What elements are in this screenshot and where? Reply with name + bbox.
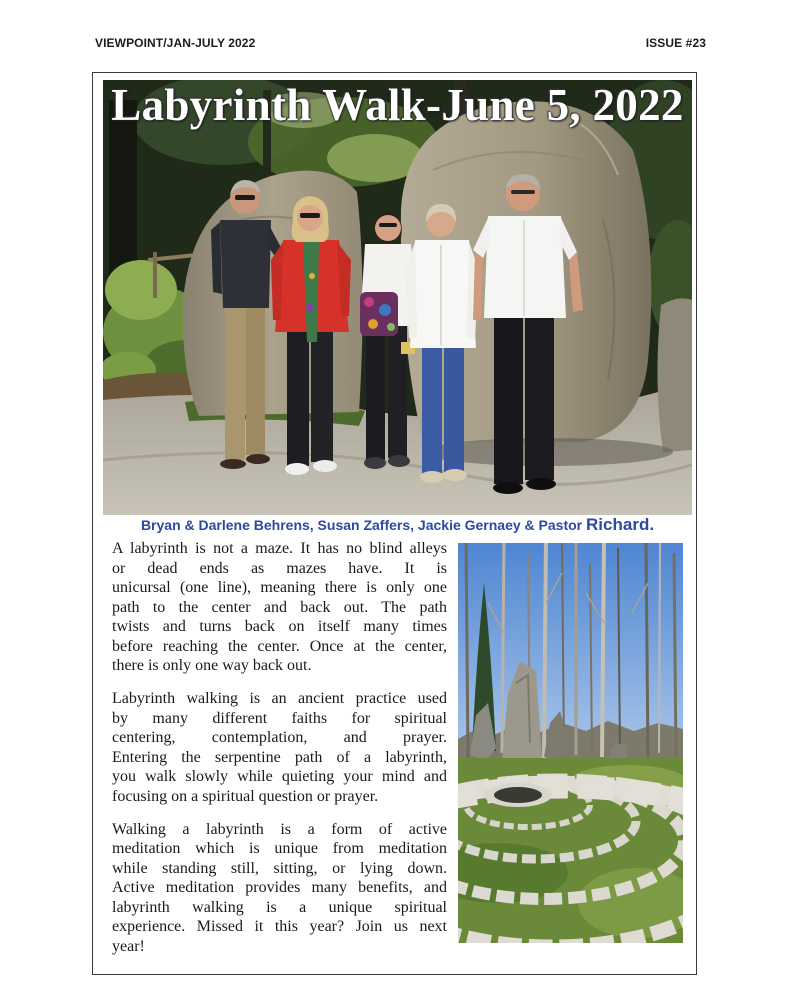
paragraph-line: labyrinth walking is a unique spiritual [112,898,447,916]
publication-header: VIEWPOINT/JAN-JULY 2022 [95,36,256,50]
paragraph-line: A labyrinth is not a maze. It has no blind alleys [112,540,447,557]
group-photo [103,80,692,515]
paragraph-line: unicursal (one line), meaning there is only one [112,579,447,596]
article-paragraph [112,539,447,676]
caption-names: Bryan & Darlene Behrens, Susan Zaffers, Jackie Gernaey & Pastor [140,517,583,533]
paragraph-line: Walking a labyrinth is a form of active [112,820,447,838]
article-paragraph [112,689,447,806]
paragraph-line: you walk slowly while quieting your mind and [112,768,447,785]
paragraph-line: path to the center and back out. The path [112,598,447,616]
paragraph-line: by many different faiths for spiritual [112,709,447,727]
article-paragraph [112,820,447,957]
paragraph-line: before reaching the center. Once at the center, [112,637,447,655]
center-pool [484,783,552,807]
issue-number: ISSUE #23 [645,36,706,50]
paragraph-line: there is only one way back out. [112,657,312,674]
paragraph-line: Active meditation provides many benefits, and [112,879,447,896]
paragraph-line: year! [112,937,145,955]
labyrinth-photo-illustration [458,543,683,943]
labyrinth-photo [458,543,683,943]
paragraph-line: while standing still, sitting, or lying down. [112,859,447,877]
paragraph-line: Entering the serpentine path of a labyrinth, [112,748,447,766]
paragraph-line: meditation which is unique from meditation [112,840,447,857]
paragraph-line: focusing on a spiritual question or prayer. [112,787,379,805]
photo-caption [103,514,692,536]
caption-emphasis: Richard. [586,515,655,534]
group-photo-illustration [103,80,692,515]
article-body [112,539,447,970]
paragraph-line: centering, contemplation, and prayer. [112,729,447,746]
paragraph-line: experience. Missed it this year? Join us next [112,918,447,935]
feature-title: Labyrinth Walk-June 5, 2022 [111,80,684,130]
paragraph-line: Labyrinth walking is an ancient practice used [112,690,447,707]
paragraph-line: twists and turns back on itself many times [112,618,447,635]
paragraph-line: or dead ends as mazes have. It is [112,559,447,577]
